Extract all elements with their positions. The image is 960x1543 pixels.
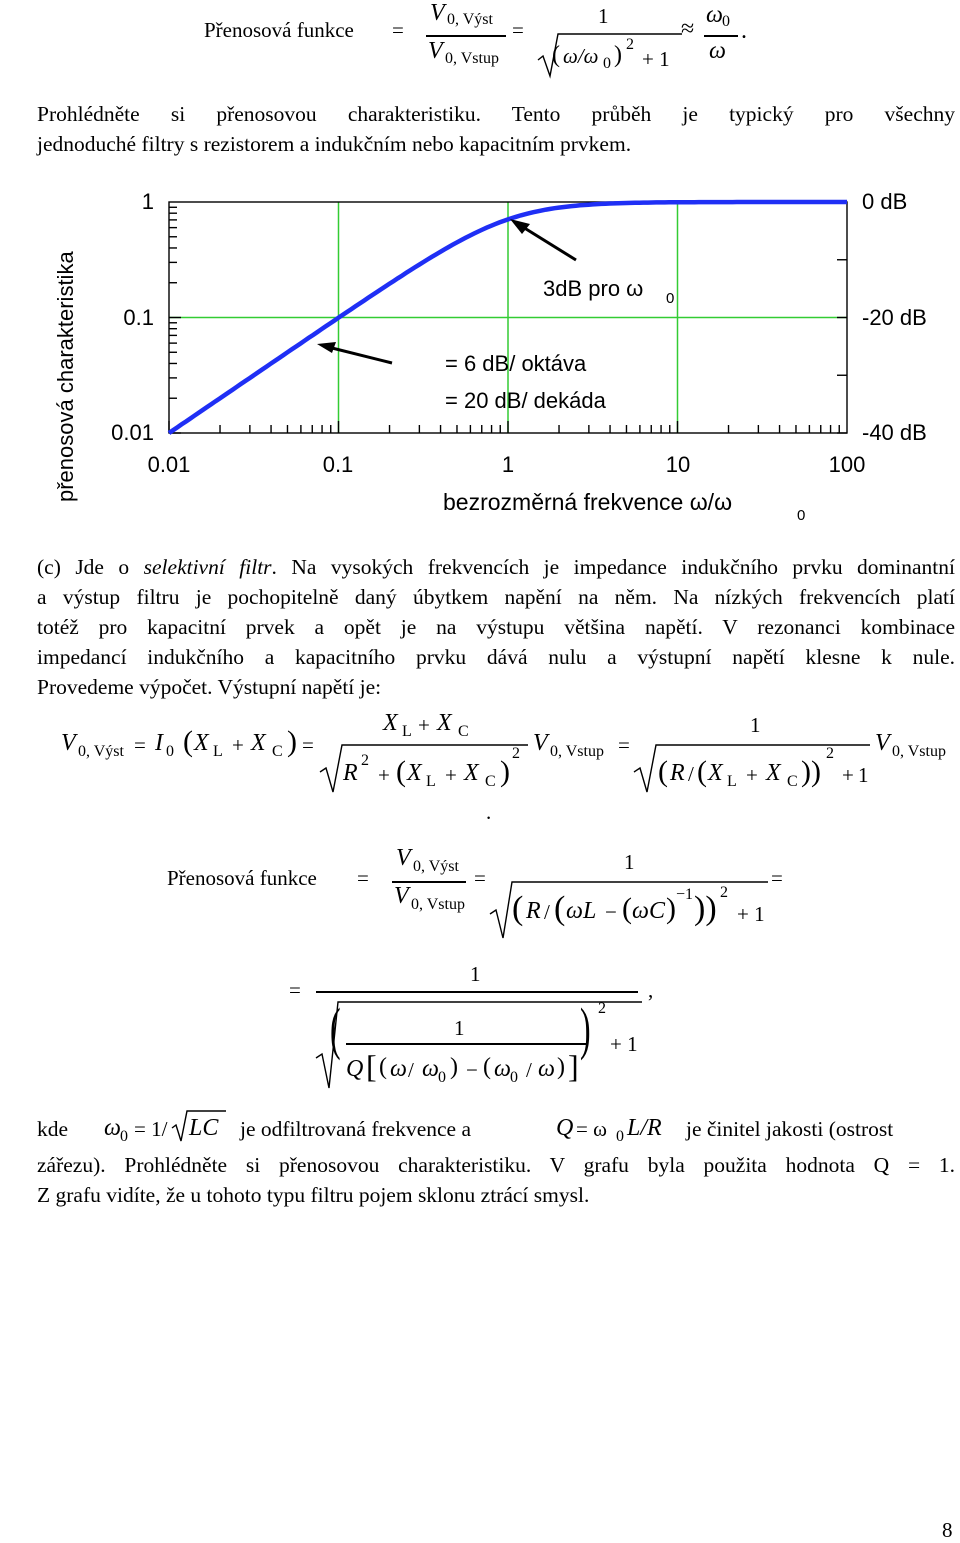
para2-line1: (c) Jde o selektivní filtr. Na vysokých frekvencích je impedance indukčního prvku dominantní: [37, 555, 955, 579]
eq1-omega-ratio: ω/ω: [563, 44, 599, 68]
arrow-slope: [324, 346, 392, 363]
y-axis-label: přenosová charakteristika: [53, 251, 78, 502]
para1-line1: Prohlédněte si přenosovou charakteristiku. Tento průběh je typický pro všechny: [37, 102, 955, 126]
eq1-sq: 2: [626, 36, 634, 53]
para2-line5: Provedeme výpočet. Výstupní napětí je:: [37, 675, 382, 699]
eq1-omega: ω: [709, 38, 726, 64]
annotation-oktava: = 6 dB/ oktáva: [445, 351, 587, 376]
eq3-label: Přenosová funkce: [167, 866, 317, 890]
paragraph-1: [37, 99, 955, 159]
eq1-one: 1: [598, 4, 609, 28]
eq1-equals-2: =: [512, 18, 524, 42]
eq1-equals: =: [392, 18, 404, 42]
x-tick-label-0.01: 0.01: [147, 452, 191, 477]
para3-line3: Z grafu vidíte, že u tohoto typu filtru pojem sklonu ztrácí smysl.: [37, 1183, 590, 1207]
x-tick-label-100: 100: [828, 452, 866, 477]
right-label-40db: -40 dB: [862, 420, 927, 445]
y-tick-label-0.01: 0.01: [111, 420, 154, 445]
arrow-slope-head: [317, 342, 336, 353]
y-tick-label-1: 1: [141, 189, 154, 214]
eq1-zero: 0: [603, 55, 611, 72]
eq1-num-V: V: [430, 0, 445, 26]
x-axis-label: bezrozměrná frekvence ω/ω: [443, 489, 733, 515]
eq1-plus-one: + 1: [642, 47, 670, 71]
right-label-20db: -20 dB: [862, 305, 927, 330]
para2-line2: a výstup filtru je pochopitelně daný úbytkem napění na něm. Na nízkých frekvencích platí: [37, 585, 955, 609]
para2-italic: selektivní filtr: [143, 555, 272, 579]
para2-line4: impedancí indukčního a kapacitního prvku dává nulu a výstupní napětí klesne k nule.: [37, 645, 955, 669]
eq1-dot: .: [741, 18, 747, 44]
right-label-0db: 0 dB: [862, 189, 908, 214]
annotation-3db-sub: 0: [666, 290, 675, 307]
x-tick-label-10: 10: [665, 452, 691, 477]
annotation-dekada: = 20 dB/ dekáda: [445, 388, 606, 413]
para1-line2: jednoduché filtry s rezistorem a indukčním nebo kapacitním prvkem.: [37, 132, 632, 156]
eq1-omega0-sub: 0: [722, 13, 730, 30]
x-tick-label-0.1: 0.1: [322, 452, 354, 477]
arrow-3db: [518, 224, 576, 260]
x-tick-label-1: 1: [501, 452, 515, 477]
page-number: 8: [942, 1518, 953, 1542]
eq1-label: Přenosová funkce: [204, 18, 354, 42]
eq1-den-sub: 0, Vstup: [445, 50, 499, 67]
eq1-omega0: ω: [706, 2, 723, 28]
paragraph-2: [37, 552, 955, 702]
x-axis-label-sub: 0: [797, 507, 806, 524]
arrow-3db-head: [510, 219, 530, 234]
eq1-den-V: V: [428, 38, 443, 64]
annotation-3db: 3dB pro ω: [543, 276, 644, 301]
para3-line2: zářezu). Prohlédněte si přenosovou charakteristiku. V grafu byla použita hodnota Q = 1.: [37, 1153, 955, 1177]
eq1-approx: ≈: [681, 16, 695, 42]
transfer-chart: [40, 172, 960, 532]
y-tick-label-0.1: 0.1: [123, 305, 154, 330]
eq1-num-sub: 0, Výst: [447, 11, 493, 28]
para2-line3: totéž pro kapacitní prvek a opět je na výstupu většina napětí. V rezonanci kombinace: [37, 615, 955, 639]
